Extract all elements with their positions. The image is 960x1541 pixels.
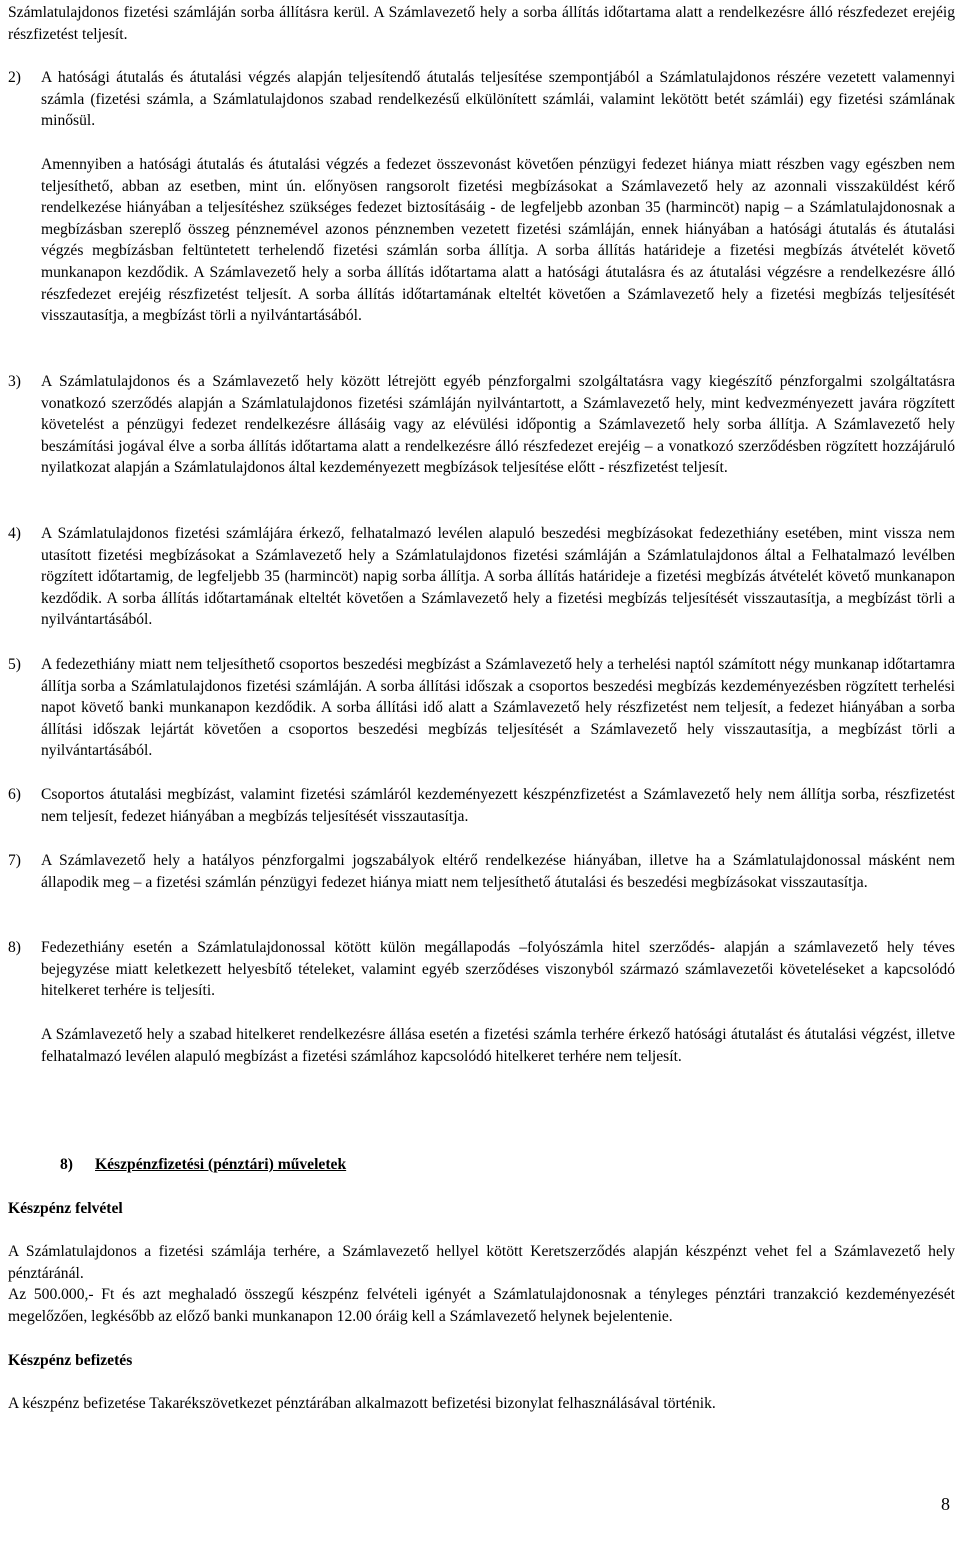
item-4-text: A Számlatulajdonos fizetési számlájára érkező, felhatalmazó levélen alapuló beszedési megbízásokat fedezethiány esetében, mint vissza nem utasított fizetési megbízásokat a Számlavezető hely a Számlatulajdonos fizetési számláján a Számlatulajdonos által a Felhatalmazó levélben rögzített időtartamig, de legfeljebb 35 (harmincöt) napig sorba állítja. A sorba állítás határideje a fizetési megbízás átvételét követő munkanapon kezdődik. A sorba állítás időtartamának elteltét követően a Számlavezető hely a fizetési megbízás teljesítését visszautasítja, a megbízást törli a nyilvántartásából. [41, 525, 955, 629]
page-number: 8 [941, 1494, 950, 1514]
item-number: 3) [8, 373, 21, 390]
cash-deposit-paragraph: A készpénz befizetése Takarékszövetkezet pénztárában alkalmazott befizetési bizonylat felhasználásával történik. [8, 1395, 716, 1412]
item-7-text: A Számlavezető hely a hatályos pénzforgalmi jogszabályok eltérő rendelkezése hiányában, illetve ha a Számlatulajdonossal másként nem állapodik meg – a fizetési számlán pénzügyi fedezet hiánya miatt nem teljesíthető átutalási és beszedési megbízásokat visszautasítja. [41, 852, 955, 891]
section-number: 8) [60, 1156, 73, 1173]
item-number: 6) [8, 786, 21, 803]
section-title: Készpénzfizetési (pénztári) műveletek [95, 1156, 347, 1173]
item-2-paragraph: Amennyiben a hatósági átutalás és átutalási végzés a fedezet összevonást követően pénzügyi fedezet hiánya miatt részben vagy egészben nem teljesíthető, abban az esetben, mint ún. előnyösen rangsorolt fizetési megbízásokat a Számlavezető hely az azonnali visszaküldést kérő rendelkezése hiányában a teljesítéshez szükséges fedezet biztosításáig - de legfeljebb azonban 35 (harmincöt) napig – a Számlatulajdonosnak a megbízásban szereplő összeg pénznemével azonos pénznemben vezetett fizetési számláján, ennek hiányában a hatósági átutalás és átutalási végzés megbízásban feltüntetett terhelendő fizetési számlán sorba állítja. A sorba állítás határideje a fizetési megbízás átvételét követő munkanapon kezdődik. A Számlavezető hely a sorba állítás időtartama alatt a hatósági átutalásra és az átutalási végzésre a rendelkezésre álló részfedezet erejéig részfizetést teljesít. A sorba állítás időtartamának elteltét követően a Számlavezető hely a fizetési megbízás teljesítését visszautasítja, a megbízást törli a nyilvántartásából. [41, 156, 955, 325]
item-5-text: A fedezethiány miatt nem teljesíthető csoportos beszedési megbízást a Számlavezető hely a terhelési naptól számított négy munkanap időtartamra állítja sorba a Számlatulajdonos fizetési számláján. A sorba állítási időszak a csoportos beszedési megbízás kezdeményezésben rögzített terhelési napot követő banki munkanapon kezdődik. A sorba állítási idő alatt a Számlavezető hely részfizetést nem teljesít, a fedezet hiányában a sorba állítási időszak lejártát követően a csoportos beszedési megbízás teljesítését a Számlavezető hely visszautasítja, a megbízást törli a nyilvántartásából. [41, 656, 955, 760]
item-8-text: Fedezethiány esetén a Számlatulajdonossal kötött külön megállapodás –folyószámla hitel szerződés- alapján a számlavezető hely téves bejegyzése miatt keletkezett helyesbítő tételeket, valamint egyéb szerződéses viszonyból származó számlavezetői követeléseket a kapcsolódó hitelkeret terhére is teljesíti. [41, 939, 955, 1000]
cash-withdrawal-paragraph: A Számlatulajdonos a fizetési számlája terhére, a Számlavezető hellyel kötött Keretszerződés alapján készpénzt vehet fel a Számlavezető hely pénztáránál. [8, 1243, 955, 1282]
subheading-cash-withdrawal: Készpénz felvétel [8, 1200, 123, 1217]
subheading-cash-deposit: Készpénz befizetés [8, 1352, 133, 1369]
paragraph-continuation: Számlatulajdonos fizetési számláján sorba állításra kerül. A Számlavezető hely a sorba állítás időtartama alatt a rendelkezésre álló részfedezet erejéig részfizetést teljesít. [8, 4, 955, 43]
item-number: 4) [8, 525, 21, 542]
cash-withdrawal-notice-paragraph: Az 500.000,- Ft és azt meghaladó összegű készpénz felvételi igényét a Számlatulajdonosnak a tényleges pénztári tranzakció kezdeményezését megelőzően, legkésőbb az előző banki munkanapon 12.00 óráig kell a Számlavezető helynek bejelentenie. [8, 1286, 955, 1325]
item-2-text: A hatósági átutalás és átutalási végzés alapján teljesítendő átutalás teljesítése szempontjából a Számlatulajdonos részére vezetett valamennyi számla (fizetési számla, a Számlatulajdonos szabad rendelkezésű elkülönített számlái, valamint lekötött betét számlái) egy fizetési számlának minősül. [41, 69, 955, 130]
section-heading [60, 1154, 346, 1176]
item-number: 2) [8, 69, 21, 86]
item-number: 8) [8, 939, 21, 956]
item-6-text: Csoportos átutalási megbízást, valamint fizetési számláról kezdeményezett készpénzfizetést a Számlavezető hely nem állítja sorba, részfizetést nem teljesít, fedezet hiányában a megbízás teljesítését visszautasítja. [41, 786, 955, 825]
item-number: 5) [8, 656, 21, 673]
item-8-paragraph: A Számlavezető hely a szabad hitelkeret rendelkezésre állása esetén a fizetési számla terhére érkező hatósági átutalást és átutalási végzést, illetve felhatalmazó levélen alapuló megbízást a fizetési számlához kapcsolódó hitelkeret terhére nem teljesít. [41, 1026, 955, 1065]
item-3-text: A Számlatulajdonos és a Számlavezető hely között létrejött egyéb pénzforgalmi szolgáltatásra vagy kiegészítő pénzforgalmi szolgáltatásra vonatkozó szerződés alapján a Számlatulajdonos fizetési számláján nyilvántartott, a Számlavezető hely, mint kedvezményezett javára rögzített követelést a pénzügyi fedezet rendelkezésre állásáig vagy az elévülési időpontig a Számlavezető hely sorba állítja. A Számlavezető hely beszámítási jogával élve a sorba állítás időtartama alatt a rendelkezésre álló részfedezet erejéig – a vonatkozó szerződésben rögzített hozzájáruló nyilatkozat alapján a Számlatulajdonos által kezdeményezett megbízások teljesítése előtt - részfizetést teljesít. [41, 373, 955, 477]
item-number: 7) [8, 852, 21, 869]
